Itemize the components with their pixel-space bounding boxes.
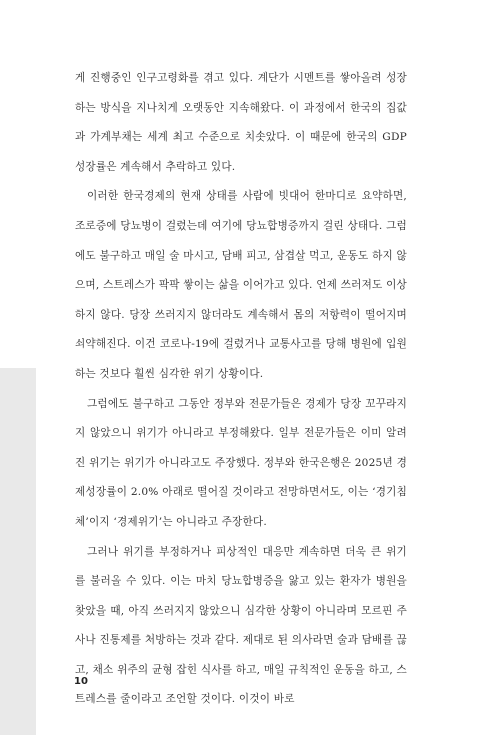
paragraph-2: 이러한 한국경제의 현재 상태를 사람에 빗대어 한마디로 요약하면, 조로증에 당뇨병이 걸렸는데 여기에 당뇨합병증까지 걸린 상태다. 그럼에도 불구하고 매일 술 마시고, 담배 피고, 삼겹살 먹고, 운동도 하지 않으며, 스트레스가 팍팍 쌓이는 삶을 이어가고 있다. 언제 쓰러져도 이상하지 않다. 당장 쓰러지지 않더라도 계속해서 몸의 저항력이 떨어지며 쇠약해진다. 이건 코로나-19에 걸렸거나 교통사고를 당해 병원에 입원하는 것보다 훨씬 심각한 위기 상황이다. (75, 190, 407, 380)
body-text (75, 64, 407, 715)
page-number: 10 (74, 676, 88, 687)
paragraph-4: 그러나 위기를 부정하거나 피상적인 대응만 계속하면 더욱 큰 위기를 불러올 수 있다. 이는 마치 당뇨합병증을 앓고 있는 환자가 병원을 찾았을 때, 아직 쓰러지지 않았으니 심각한 상황이 아니라며 모르핀 주사나 진통제를 처방하는 것과 같다. 제대로 된 의사라면 술과 담배를 끊고, 채소 위주의 균형 잡힌 식사를 하고, 매일 규칙적인 운동을 하고, 스트레스를 줄이라고 조언할 것이다. 이것이 바로 (75, 545, 407, 706)
paragraph-1: 게 진행중인 인구고령화를 겪고 있다. 계단가 시멘트를 쌓아올려 성장하는 방식을 지나치게 오랫동안 지속해왔다. 이 과정에서 한국의 집값과 가계부채는 세계 최고 수준으로 치솟았다. 이 때문에 한국의 GDP 성장률은 계속해서 추락하고 있다. (75, 72, 407, 173)
paragraph-3: 그럼에도 불구하고 그동안 정부와 전문가들은 경제가 당장 꼬꾸라지지 않았으니 위기가 아니라고 부정해왔다. 일부 전문가들은 이미 알려진 위기는 위기가 아니라고도 주장했다. 정부와 한국은행은 2025년 경제성장률이 2.0% 아래로 떨어질 것이라고 전망하면서도, 이는 ‘경기침체’이지 ‘경제위기’는 아니라고 주장한다. (75, 397, 407, 528)
side-tab-decoration (0, 368, 36, 735)
